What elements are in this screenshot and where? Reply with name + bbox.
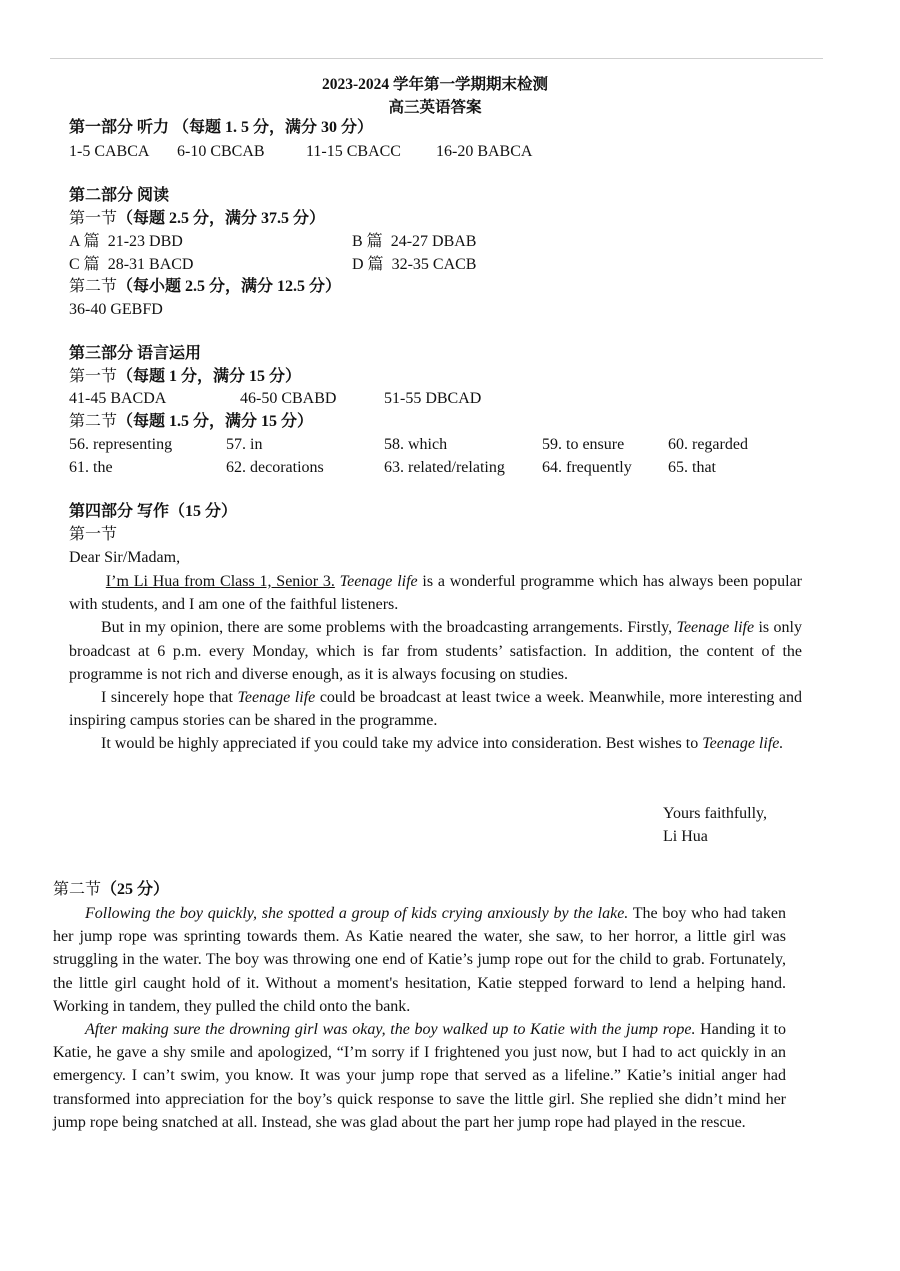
grammar-answer: 63. related/relating (384, 459, 505, 476)
grammar-answer: 59. to ensure (542, 436, 625, 453)
grammar-answer: 57. in (226, 436, 263, 453)
part2-section1-heading: 第一节（每题 2.5 分，满分 37.5 分） (69, 210, 326, 227)
answer-group: 1-5 CABCA (69, 143, 150, 160)
story-body (53, 902, 786, 1134)
answer-group: 36-40 GEBFD (69, 301, 163, 318)
grammar-answer: 61. the (69, 459, 113, 476)
grammar-answer: 56. representing (69, 436, 173, 453)
exam-title: 2023-2024 学年第一学期期末检测 (321, 76, 549, 93)
letter-paragraph: But in my opinion, there are some problems with the broadcasting arrangements. Firstly, Teenage life is only broadcast at 6 p.m. every Monday, which is far from students’ satisfaction. In addition, the content of the programme is not rich and diverse enough, as it is always focusing on studies. (69, 619, 802, 683)
part4-section1-heading: 第一节 (69, 526, 118, 543)
answer-group: 11-15 CBACC (306, 143, 401, 160)
story-paragraph: After making sure the drowning girl was okay, the boy walked up to Katie with the jump rope. Handing it to Katie, he gave a shy smile and apologized, “I’m sorry if I frightened you just now, but I had to act quickly in an emergency. I can’t swim, you know. It was your jump rope that served as a lifeline.” Katie’s initial anger had transformed into appreciation for the boy’s quick response to save the little girl. She replied she didn’t mind her jump rope being snatched at all. Instead, she was glad about the part her jump rope had played in the rescue. (53, 1021, 787, 1131)
part3-heading: 第三部分 语言运用 (69, 345, 202, 362)
letter-paragraph: I sincerely hope that Teenage life could be broadcast at least twice a week. Meanwhile, more interesting and inspiring campus stories can be shared in the programme. (69, 689, 802, 730)
answer-group: 41-45 BACDA (69, 390, 167, 407)
part4-heading: 第四部分 写作（15 分） (69, 503, 238, 520)
grammar-answer: 58. which (384, 436, 448, 453)
part4-section2-heading: 第二节（25 分） (53, 881, 170, 898)
passage-answer: C 篇 28-31 BACD (69, 256, 194, 273)
grammar-answer: 65. that (668, 459, 716, 476)
answer-group: 51-55 DBCAD (384, 390, 482, 407)
answer-group: 46-50 CBABD (240, 390, 337, 407)
grammar-answer: 60. regarded (668, 436, 748, 453)
letter-salutation: Dear Sir/Madam, (69, 549, 181, 566)
part2-section2-heading: 第二节（每小题 2.5 分，满分 12.5 分） (69, 278, 342, 295)
grammar-answer: 62. decorations (226, 459, 324, 476)
part3-section1-heading: 第一节（每题 1 分，满分 15 分） (69, 368, 302, 385)
top-divider (50, 58, 823, 59)
part2-heading: 第二部分 阅读 (69, 187, 170, 204)
answer-group: 16-20 BABCA (436, 143, 533, 160)
letter-body (69, 570, 802, 756)
letter-paragraph: It would be highly appreciated if you could take my advice into consideration. Best wishes to Teenage life. (101, 735, 784, 753)
letter-signature: Li Hua (663, 828, 708, 845)
passage-answer: B 篇 24-27 DBAB (352, 233, 477, 250)
part1-heading: 第一部分 听力 （每题 1. 5 分，满分 30 分） (69, 119, 374, 136)
story-paragraph: Following the boy quickly, she spotted a group of kids crying anxiously by the lake. The boy who had taken her jump rope was sprinting towards them. As Katie neared the water, she saw, to her horror, a little girl was struggling in the water. The boy was throwing one end of Katie’s jump rope out for the child to grab. Fortunately, the little girl caught hold of it. Without a moment's hesitation, Katie stepped forward to lend a helping hand. Working in tandem, they pulled the child onto the bank. (53, 905, 786, 1015)
grammar-answer: 64. frequently (542, 459, 632, 476)
letter-paragraph: I’m Li Hua from Class 1, Senior 3. Teenage life is a wonderful programme which has always been popular with students, and I am one of the faithful listeners. (69, 573, 803, 614)
passage-answer: A 篇 21-23 DBD (69, 233, 183, 250)
part3-section2-heading: 第二节（每题 1.5 分，满分 15 分） (69, 413, 314, 430)
passage-answer: D 篇 32-35 CACB (352, 256, 477, 273)
answer-key-title: 高三英语答案 (388, 99, 482, 116)
answer-group: 6-10 CBCAB (177, 143, 265, 160)
letter-closing: Yours faithfully, (663, 805, 768, 822)
